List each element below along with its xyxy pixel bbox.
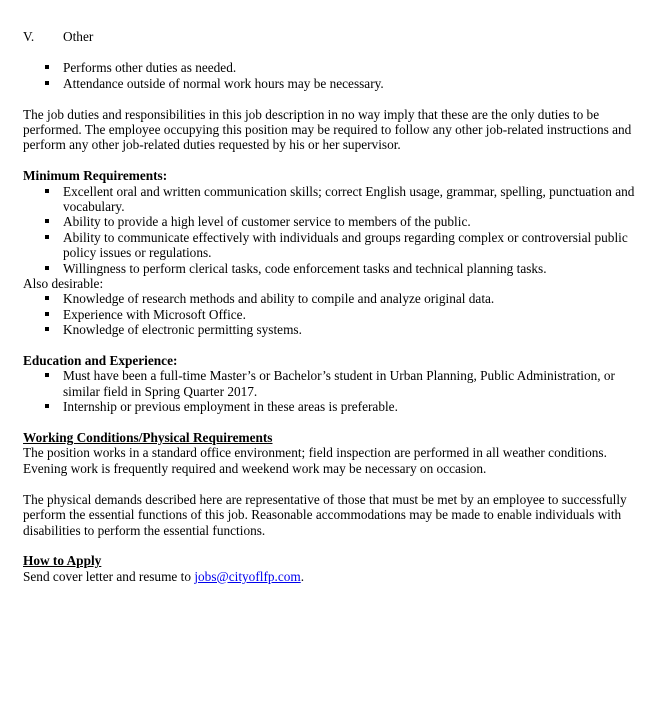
section-v-bullet-list [23, 60, 635, 91]
list-item: Attendance outside of normal work hours may be necessary. [23, 76, 635, 91]
list-item: Ability to provide a high level of customer service to members of the public. [23, 214, 635, 229]
apply-instructions-text: Send cover letter and resume to [23, 568, 195, 584]
list-item: Willingness to perform clerical tasks, code enforcement tasks and technical planning tasks. [23, 261, 635, 276]
job-description-page [23, 29, 635, 584]
list-item: Ability to communicate effectively with individuals and groups regarding complex or controversial public policy issues or regulations. [23, 230, 635, 261]
physical-demands-paragraph: The physical demands described here are representative of those that must be met by an employee to successfully perform the essential functions of this job. Reasonable accommodations may be made to enable individuals with disabilities to perform the essential functions. [23, 491, 627, 538]
email-link[interactable]: jobs@cityoflfp.com [194, 568, 301, 584]
education-experience-list [23, 368, 635, 414]
also-desirable-label: Also desirable: [23, 276, 104, 292]
section-title: Other [63, 29, 94, 44]
how-to-apply-heading: How to Apply [23, 553, 102, 569]
duties-disclaimer-paragraph: The job duties and responsibilities in this job description in no way imply that these are the only duties to be performed. The employee occupying this position may be required to follow any other job-related instructions and perform any other job-related duties requested by his or her supervisor. [23, 106, 632, 153]
list-item: Knowledge of electronic permitting systems. [23, 322, 635, 337]
section-number: V. [23, 29, 35, 44]
minimum-requirements-heading: Minimum Requirements: [23, 168, 168, 184]
list-item: Must have been a full-time Master’s or Bachelor’s student in Urban Planning, Public Administration, or similar field in Spring Quarter 2017. [23, 368, 635, 399]
section-v-heading [23, 29, 635, 45]
list-item: Internship or previous employment in these areas is preferable. [23, 399, 635, 414]
minimum-requirements-list [23, 184, 635, 276]
list-item: Experience with Microsoft Office. [23, 307, 635, 322]
working-conditions-heading: Working Conditions/Physical Requirements [23, 430, 273, 446]
list-item: Knowledge of research methods and ability to compile and analyze original data. [23, 291, 635, 306]
how-to-apply-text [23, 569, 635, 584]
list-item: Excellent oral and written communication skills; correct English usage, grammar, spelling, punctuation and vocabulary. [23, 184, 635, 215]
also-desirable-list [23, 291, 635, 337]
working-conditions-paragraph: The position works in a standard office environment; field inspection are performed in all weather conditions. Evening work is frequently required and weekend work may be necessary on occasion. [23, 445, 607, 476]
list-item: Performs other duties as needed. [23, 60, 635, 75]
education-experience-heading: Education and Experience: [23, 353, 178, 369]
apply-instructions-period: . [300, 568, 305, 584]
